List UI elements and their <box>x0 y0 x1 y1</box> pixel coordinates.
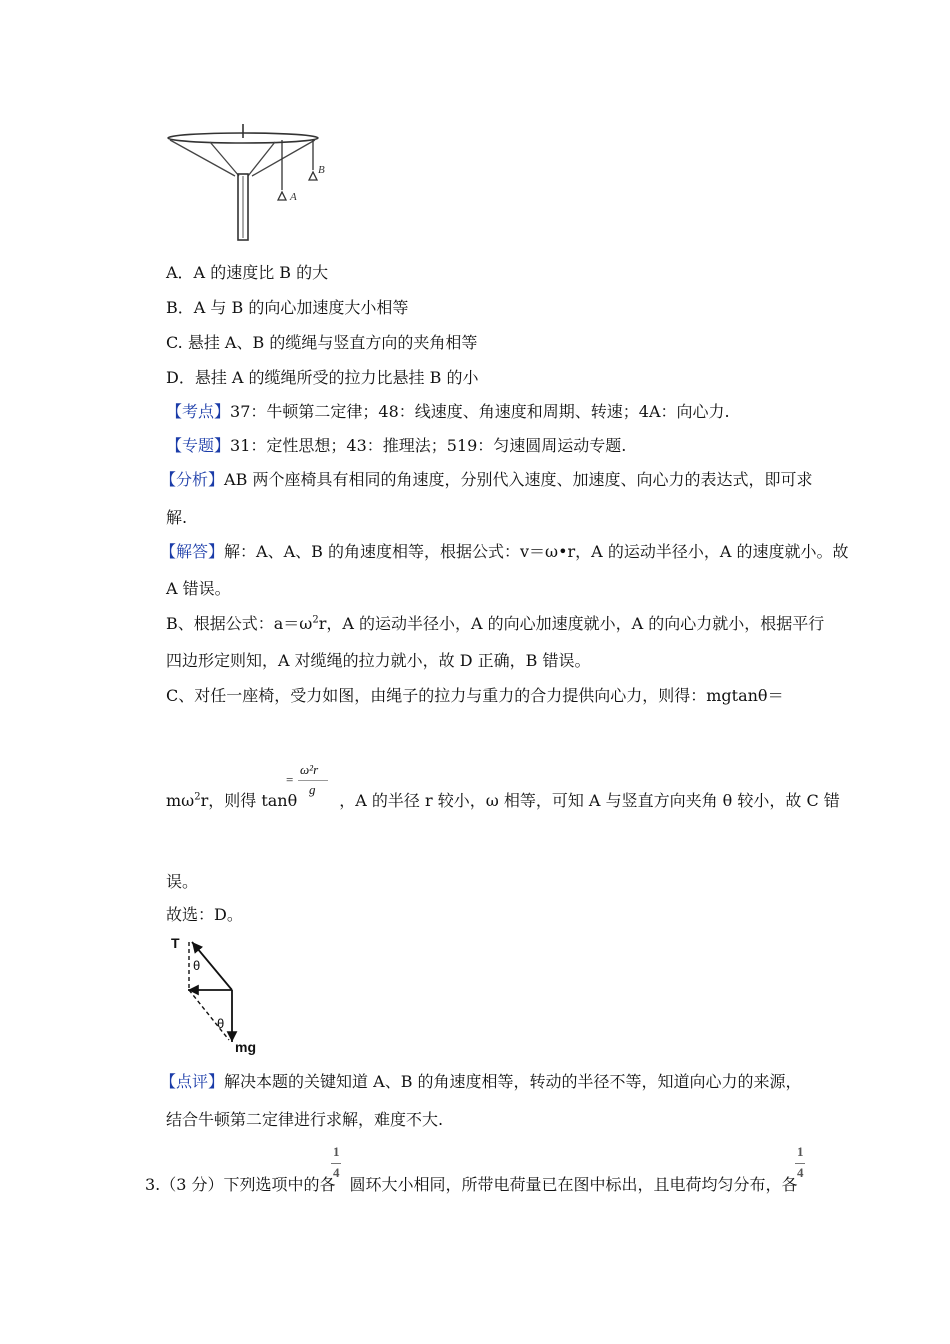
formula-numerator: ω²r <box>300 762 319 777</box>
fenxi-line1: AB 两个座椅具有相同的角速度，分别代入速度、加速度、向心力的表达式，即可求 <box>224 470 813 489</box>
jieda-line7: 误。 <box>166 872 199 891</box>
kaodian-tag: 考点 <box>182 402 215 421</box>
option-c: C. 悬挂 A、B 的缆绳与竖直方向的夹角相等 <box>166 333 478 352</box>
carousel-figure <box>160 118 340 246</box>
jieda-line3: B、根据公式：$a=\omega^2r$，A 的运动半径小，A 的向心加速度就小，A 的向心力就小，根据平行 <box>166 614 825 633</box>
label-t: T <box>171 935 180 951</box>
q3-frac1-num: 1 <box>333 1144 340 1159</box>
q3-frac2-bar <box>795 1163 805 1164</box>
seat-b <box>309 172 317 180</box>
label-a: A <box>290 191 297 203</box>
zhuanti-text: 31：定性思想；43：推理法；519：匀速圆周运动专题. <box>230 436 627 455</box>
jieda-line2: A 错误。 <box>166 579 231 598</box>
q3-frac1-den: 4 <box>333 1165 340 1180</box>
option-b: B．A 与 B 的向心加速度大小相等 <box>166 298 409 317</box>
jieda-line6: $m\omega^2r$，则得 tanθ ，A 的半径 r 较小，ω 相等，可知 A 与竖直方向夹角 θ 较小，故 C 错 <box>166 791 840 810</box>
fenxi-row: 【分析】AB 两个座椅具有相同的角速度，分别代入速度、加速度、向心力的表达式，即可求 <box>160 470 813 489</box>
q3-frac1-bar <box>331 1163 341 1164</box>
label-theta-bottom: θ <box>217 1016 225 1031</box>
dianping-row: 【点评】解决本题的关键知道 A、B 的角速度相等，转动的半径不等，知道向心力的来源， <box>160 1072 802 1091</box>
jieda-line1: 解：A、A、B 的角速度相等，根据公式：v＝ω•r，A 的运动半径小，A 的速度就小。故 <box>224 542 849 561</box>
force-diagram <box>165 930 270 1058</box>
dianping-tag: 点评 <box>176 1072 209 1091</box>
jieda-answer: 故选：D。 <box>166 905 243 924</box>
label-b: B <box>318 164 325 176</box>
fenxi-tag: 分析 <box>176 470 209 489</box>
jieda-line4: 四边形定则知，A 对缆绳的拉力就小，故 D 正确，B 错误。 <box>166 651 591 670</box>
dianping-line2: 结合牛顿第二定律进行求解，难度不大. <box>166 1110 444 1129</box>
fenxi-line2: 解. <box>166 508 188 527</box>
q3-frac2-den: 4 <box>797 1165 804 1180</box>
formula-equals: = <box>286 772 294 787</box>
kaodian-text: 37：牛顿第二定律；48：线速度、角速度和周期、转速；4A：向心力. <box>230 402 730 421</box>
zhuanti-row: 【专题】31：定性思想；43：推理法；519：匀速圆周运动专题. <box>166 436 627 455</box>
kaodian-row: 【考点】37：牛顿第二定律；48：线速度、角速度和周期、转速；4A：向心力. <box>166 402 730 421</box>
formula-denominator: g <box>309 782 316 797</box>
jieda-tag: 解答 <box>176 542 209 561</box>
zhuanti-tag: 专题 <box>182 436 215 455</box>
option-d: D．悬挂 A 的缆绳所受的拉力比悬挂 B 的小 <box>166 368 479 387</box>
option-a: A．A 的速度比 B 的大 <box>166 263 329 282</box>
q3-frac2-num: 1 <box>797 1144 804 1159</box>
jieda-line5: C、对任一座椅，受力如图，由绳子的拉力与重力的合力提供向心力，则得：mgtanθ＝ <box>166 686 784 705</box>
jieda-row: 【解答】解：A、A、B 的角速度相等，根据公式：v＝ω•r，A 的运动半径小，A 的速度就小。故 <box>160 542 849 561</box>
dianping-line1: 解决本题的关键知道 A、B 的角速度相等，转动的半径不等，知道向心力的来源， <box>224 1072 802 1091</box>
dashed-diagonal <box>189 990 229 1040</box>
formula-bar <box>298 780 328 781</box>
question3-number: 3. <box>145 1175 161 1194</box>
question3-row: 3.（3 分）下列选项中的各 圆环大小相同，所带电荷量已在图中标出，且电荷均匀分布，各 <box>145 1175 798 1194</box>
seat-a <box>278 192 286 200</box>
label-mg: mg <box>235 1039 256 1055</box>
label-theta-top: θ <box>193 958 201 973</box>
